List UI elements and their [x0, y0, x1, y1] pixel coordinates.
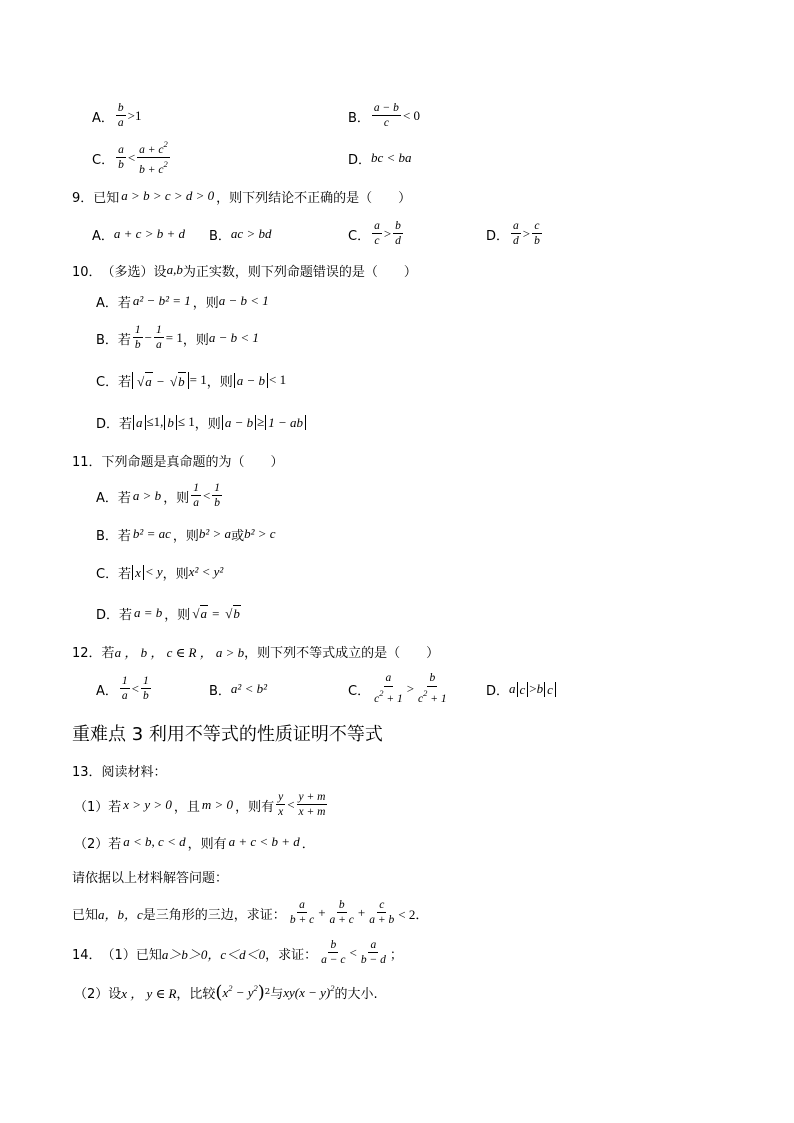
q12-stem: 12． 若 a ， b ， c ∈ R ， a > b ，则下列不等式成立的是（ ）: [72, 644, 440, 661]
q10-option-d[interactable]: D．若 a ≤1, b ≤ 1 ，则 a − b ≥ 1 − ab: [0, 402, 794, 442]
q11-option-d[interactable]: D．若 a = b ，则 √ a = √ b: [0, 593, 794, 633]
q13-instruction: 请依据以上材料解答问题：: [72, 870, 229, 886]
q11-stem: 11． 下列命题是真命题的为（ ）: [72, 454, 284, 470]
q9-options: [0, 214, 794, 254]
q13-task: 已知 a，b，c 是三角形的三边，求证： $\frac{a}{b + c}$ + $\frac{b}{a + c}$ + $\frac{c}{a + b}$ < 2．: [72, 898, 429, 926]
q9-option-c[interactable]: C． $\frac{a}{c}$ > $\frac{b}{d}$: [348, 219, 401, 247]
q11-option-a[interactable]: A．若 a > b ，则 $\frac{1}{a}$ < $\frac{1}{b}$: [96, 481, 221, 509]
q8-row-cd: [0, 138, 794, 178]
q10-option-b[interactable]: B．若 $\frac{1}{b}$ − $\frac{1}{a}$ = 1 ，则 a − b < 1: [96, 323, 259, 351]
q10-option-a[interactable]: A．若 a² − b² = 1 ，则 a − b < 1: [96, 293, 269, 311]
q12-option-b[interactable]: B． a² < b²: [209, 681, 267, 699]
q13-stem: 13． 阅读材料：: [72, 764, 167, 780]
q14-part-2: （2）设 x ， y ∈ R ，比较 ( $x^2 - y^2$ ) 2 与 $xy(x - y)^2$ 的大小.: [74, 981, 378, 1003]
q9-option-b[interactable]: B． ac > bd: [209, 226, 272, 244]
q9-option-d[interactable]: D． $\frac{a}{d}$ > $\frac{c}{b}$: [486, 219, 540, 247]
q8-row-ab: [0, 96, 794, 136]
q11-option-b[interactable]: B．若 b² = ac ，则 b² > a 或 b² > c: [96, 526, 276, 544]
q10-option-c[interactable]: C．若 √ a − √ b = 1 ，则 a − b < 1: [0, 360, 794, 400]
q12-option-a[interactable]: A． $\frac{1}{a}$ < $\frac{1}{b}$: [96, 674, 149, 702]
q8-option-b[interactable]: B． $\frac{a - b}{c}$ < 0: [348, 101, 421, 129]
q12-option-d[interactable]: D． a c > b c: [486, 669, 557, 709]
q9-option-a[interactable]: A． a + c > b + d: [92, 226, 185, 244]
q8-option-d[interactable]: D． bc < ba: [348, 150, 412, 168]
q12-option-c[interactable]: C． $\frac{a}{c^2 + 1}$ > $\frac{b}{c^2 + 1}$: [348, 672, 447, 705]
section-heading: 重难点 3 利用不等式的性质证明不等式: [72, 724, 383, 745]
fraction: $\frac{b}{a}$: [117, 101, 124, 129]
q9-stem: 9． 已知 a > b > c > d > 0 ，则下列结论不正确的是（ ）: [72, 188, 412, 206]
fraction: $\frac{a - b}{c}$: [373, 101, 399, 129]
q12-options: [0, 669, 794, 709]
q13-material-1: （1）若 x > y > 0 ，且 m > 0 ，则有 $\frac{y}{x}$ < $\frac{y + m}{x + m}$: [74, 790, 326, 818]
q8-option-c[interactable]: C． $\frac{a}{b}$ < $\frac{a + c^2}{b + c^2}$: [92, 138, 168, 176]
q11-option-c[interactable]: C．若 x < y ，则 x² < y²: [96, 564, 224, 582]
q8-option-a[interactable]: A． $\frac{b}{a}$ >1: [92, 101, 142, 129]
q10-stem: 10． （多选）设 a,b 为正实数，则下列命题错误的是（ ）: [72, 262, 417, 280]
q14-part-1: 14． （1）已知 a＞b＞0，c＜d＜0 ，求证： $\frac{b}{a - c}$ < $\frac{a}{b - d}$ ；: [72, 938, 403, 966]
q13-material-2: （2）若 a < b, c < d ，则有 a + c < b + d ．: [74, 834, 315, 852]
